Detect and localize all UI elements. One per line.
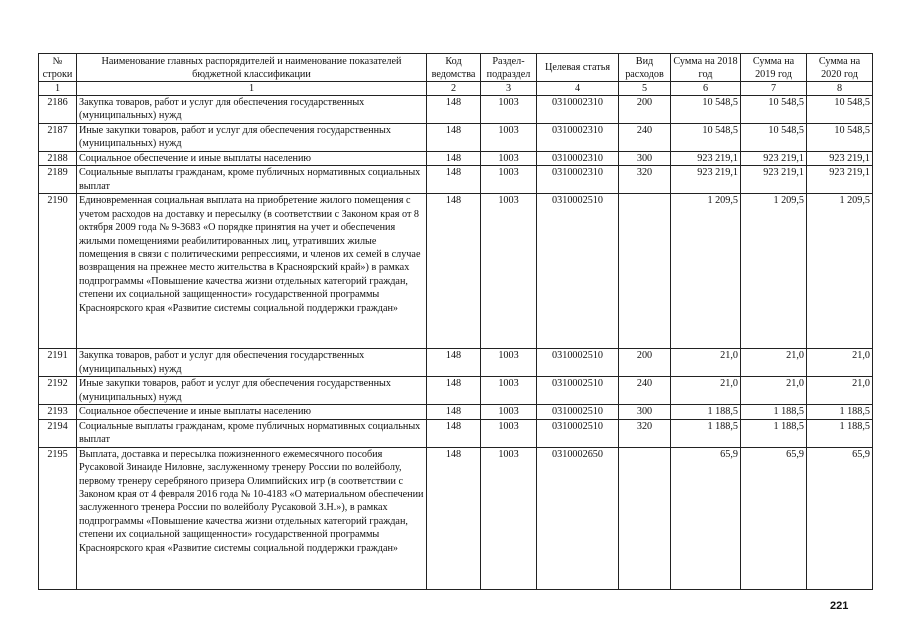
row-number-cell: 2189 — [39, 166, 77, 194]
row-target-cell: 0310002510 — [537, 405, 619, 419]
table-row — [39, 447, 873, 589]
row-section-cell: 1003 — [481, 152, 537, 166]
column-number: 6 — [671, 82, 741, 96]
row-sum-2018-cell: 10 548,5 — [671, 124, 741, 152]
header-section: Раздел-подраздел — [481, 54, 537, 82]
row-sum-2018-cell: 1 209,5 — [671, 194, 741, 349]
column-number: 2 — [427, 82, 481, 96]
column-number: 8 — [807, 82, 873, 96]
header-row — [39, 54, 873, 82]
row-name-cell: Единовременная социальная выплата на приобретение жилого помещения с учетом расходов на доставку и пересылку (в соответствии с Законом края от 8 октября 2009 года № 9-3683 «О порядке принятия на учет и обеспечения жилыми помещениями реабилитированных лиц, утративших жилые помещения в связи с политическими репрессиями, и членов их семей в случае возвращения на прежнее место жительства в Красноярский край») в рамках подпрограммы «Повышение качества жизни отдельных категорий граждан, степени их социальной защищенности» государственной программы Красноярского края «Развитие системы социальной поддержки граждан» — [77, 194, 427, 349]
header-sum-2020: Сумма на 2020 год — [807, 54, 873, 82]
row-number-cell: 2192 — [39, 377, 77, 405]
table-row — [39, 419, 873, 447]
row-type-cell: 320 — [619, 166, 671, 194]
row-sum-2019-cell: 65,9 — [741, 447, 807, 589]
row-name-cell: Социальное обеспечение и иные выплаты населению — [77, 152, 427, 166]
row-name-cell: Закупка товаров, работ и услуг для обеспечения государственных (муниципальных) нужд — [77, 349, 427, 377]
row-sum-2018-cell: 21,0 — [671, 349, 741, 377]
row-sum-2020-cell: 1 209,5 — [807, 194, 873, 349]
row-name-cell: Закупка товаров, работ и услуг для обеспечения государственных (муниципальных) нужд — [77, 96, 427, 124]
row-dept-cell: 148 — [427, 152, 481, 166]
row-target-cell: 0310002650 — [537, 447, 619, 589]
row-sum-2019-cell: 1 188,5 — [741, 405, 807, 419]
row-type-cell: 320 — [619, 419, 671, 447]
header-sum-2018: Сумма на 2018 год — [671, 54, 741, 82]
row-name-cell: Социальные выплаты гражданам, кроме публичных нормативных социальных выплат — [77, 419, 427, 447]
row-dept-cell: 148 — [427, 377, 481, 405]
row-section-cell: 1003 — [481, 419, 537, 447]
row-number-cell: 2186 — [39, 96, 77, 124]
row-sum-2020-cell: 923 219,1 — [807, 166, 873, 194]
row-dept-cell: 148 — [427, 419, 481, 447]
header-row-no: № строки — [39, 54, 77, 82]
row-type-cell: 240 — [619, 124, 671, 152]
page-number: 221 — [830, 600, 849, 612]
table-row — [39, 349, 873, 377]
row-number-cell: 2191 — [39, 349, 77, 377]
row-sum-2020-cell: 1 188,5 — [807, 405, 873, 419]
column-number: 1 — [39, 82, 77, 96]
column-number: 3 — [481, 82, 537, 96]
table-row — [39, 166, 873, 194]
row-sum-2019-cell: 21,0 — [741, 377, 807, 405]
row-sum-2019-cell: 10 548,5 — [741, 124, 807, 152]
header-target: Целевая статья — [537, 54, 619, 82]
row-type-cell: 240 — [619, 377, 671, 405]
row-sum-2019-cell: 923 219,1 — [741, 152, 807, 166]
row-type-cell: 200 — [619, 96, 671, 124]
row-sum-2018-cell: 1 188,5 — [671, 419, 741, 447]
row-type-cell — [619, 194, 671, 349]
column-number-row — [39, 82, 873, 96]
row-dept-cell: 148 — [427, 124, 481, 152]
row-section-cell: 1003 — [481, 194, 537, 349]
row-section-cell: 1003 — [481, 349, 537, 377]
row-target-cell: 0310002310 — [537, 124, 619, 152]
table-row — [39, 377, 873, 405]
row-sum-2019-cell: 21,0 — [741, 349, 807, 377]
row-type-cell: 300 — [619, 405, 671, 419]
row-target-cell: 0310002510 — [537, 194, 619, 349]
row-section-cell: 1003 — [481, 124, 537, 152]
row-type-cell: 200 — [619, 349, 671, 377]
row-number-cell: 2195 — [39, 447, 77, 589]
header-dept: Код ведомства — [427, 54, 481, 82]
row-section-cell: 1003 — [481, 405, 537, 419]
row-target-cell: 0310002510 — [537, 419, 619, 447]
header-name: Наименование главных распорядителей и наименование показателей бюджетной классификации — [77, 54, 427, 82]
row-sum-2018-cell: 1 188,5 — [671, 405, 741, 419]
row-target-cell: 0310002510 — [537, 349, 619, 377]
table-row — [39, 152, 873, 166]
header-type: Вид расходов — [619, 54, 671, 82]
row-dept-cell: 148 — [427, 349, 481, 377]
table-row — [39, 124, 873, 152]
row-dept-cell: 148 — [427, 166, 481, 194]
row-sum-2020-cell: 10 548,5 — [807, 124, 873, 152]
table-row — [39, 96, 873, 124]
row-sum-2018-cell: 65,9 — [671, 447, 741, 589]
budget-table — [38, 53, 873, 590]
row-sum-2020-cell: 923 219,1 — [807, 152, 873, 166]
row-number-cell: 2193 — [39, 405, 77, 419]
row-type-cell — [619, 447, 671, 589]
row-dept-cell: 148 — [427, 447, 481, 589]
row-sum-2018-cell: 21,0 — [671, 377, 741, 405]
row-sum-2019-cell: 1 188,5 — [741, 419, 807, 447]
column-number: 4 — [537, 82, 619, 96]
row-dept-cell: 148 — [427, 405, 481, 419]
row-number-cell: 2187 — [39, 124, 77, 152]
row-number-cell: 2190 — [39, 194, 77, 349]
row-section-cell: 1003 — [481, 377, 537, 405]
row-sum-2019-cell: 10 548,5 — [741, 96, 807, 124]
row-name-cell: Иные закупки товаров, работ и услуг для обеспечения государственных (муниципальных) нужд — [77, 377, 427, 405]
row-sum-2020-cell: 10 548,5 — [807, 96, 873, 124]
row-name-cell: Иные закупки товаров, работ и услуг для обеспечения государственных (муниципальных) нужд — [77, 124, 427, 152]
row-sum-2020-cell: 1 188,5 — [807, 419, 873, 447]
row-sum-2018-cell: 923 219,1 — [671, 152, 741, 166]
column-number: 5 — [619, 82, 671, 96]
row-sum-2020-cell: 21,0 — [807, 349, 873, 377]
row-target-cell: 0310002310 — [537, 166, 619, 194]
row-name-cell: Социальное обеспечение и иные выплаты населению — [77, 405, 427, 419]
row-target-cell: 0310002310 — [537, 152, 619, 166]
row-sum-2019-cell: 1 209,5 — [741, 194, 807, 349]
row-sum-2018-cell: 923 219,1 — [671, 166, 741, 194]
row-sum-2020-cell: 65,9 — [807, 447, 873, 589]
header-sum-2019: Сумма на 2019 год — [741, 54, 807, 82]
row-dept-cell: 148 — [427, 96, 481, 124]
table-row — [39, 194, 873, 349]
row-target-cell: 0310002310 — [537, 96, 619, 124]
row-number-cell: 2188 — [39, 152, 77, 166]
row-type-cell: 300 — [619, 152, 671, 166]
row-number-cell: 2194 — [39, 419, 77, 447]
row-target-cell: 0310002510 — [537, 377, 619, 405]
column-number: 1 — [77, 82, 427, 96]
column-number: 7 — [741, 82, 807, 96]
row-sum-2019-cell: 923 219,1 — [741, 166, 807, 194]
table-row — [39, 405, 873, 419]
row-name-cell: Выплата, доставка и пересылка пожизненного ежемесячного пособия Русаковой Зинаиде Ниловне, заслуженному тренеру России по волейболу, первому тренеру серебряного призера Олимпийских игр (в соответствии с Законом края от 4 февраля 2016 года № 10-4183 «О материальном обеспечении заслуженного тренера России по волейболу Русаковой З.Н.»), в рамках подпрограммы «Повышение качества жизни отдельных категорий граждан, степени их социальной защищенности» государственной программы Красноярского края «Развитие системы социальной поддержки граждан» — [77, 447, 427, 589]
row-name-cell: Социальные выплаты гражданам, кроме публичных нормативных социальных выплат — [77, 166, 427, 194]
row-section-cell: 1003 — [481, 447, 537, 589]
row-dept-cell: 148 — [427, 194, 481, 349]
row-section-cell: 1003 — [481, 166, 537, 194]
row-sum-2018-cell: 10 548,5 — [671, 96, 741, 124]
row-sum-2020-cell: 21,0 — [807, 377, 873, 405]
row-section-cell: 1003 — [481, 96, 537, 124]
